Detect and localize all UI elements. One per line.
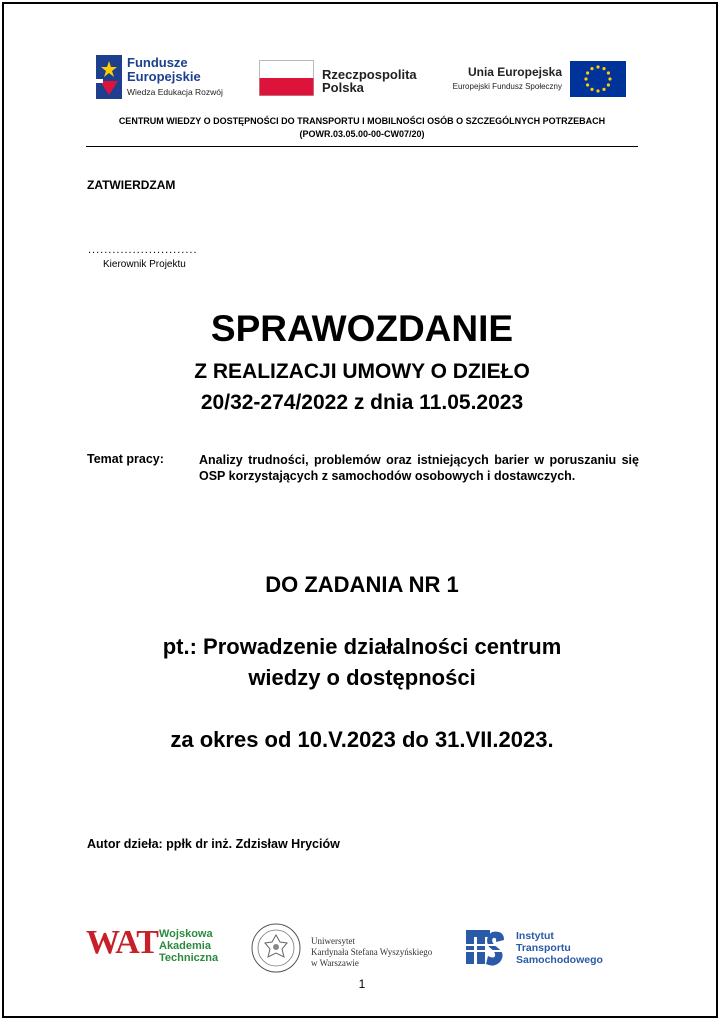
fundusze-europejskie-logo — [96, 55, 236, 101]
ue-subtitle: Europejski Fundusz Społeczny — [452, 82, 562, 91]
uksw-line2: Kardynała Stefana Wyszyńskiego — [311, 947, 433, 957]
task-number: DO ZADANIA NR 1 — [265, 572, 459, 597]
report-period: za okres od 10.V.2023 do 31.VII.2023. — [170, 727, 554, 752]
page-number: 1 — [358, 977, 366, 991]
rp-line2: Polska — [322, 80, 364, 95]
signature-dots: ........................... — [88, 244, 198, 256]
page-frame — [2, 2, 718, 1018]
topic-label: Temat pracy: — [87, 452, 164, 466]
contract-number: 20/32-274/2022 z dnia 11.05.2023 — [200, 391, 524, 414]
task-name-line2: wiedzy o dostępności — [248, 665, 476, 690]
fe-line1: Fundusze — [127, 55, 188, 70]
report-title: SPRAWOZDANIE — [210, 308, 514, 349]
uksw-logo — [250, 922, 450, 974]
wat-line3: Techniczna — [159, 952, 219, 964]
rp-line1: Rzeczpospolita — [322, 67, 417, 82]
ue-title: Unia Europejska — [467, 65, 562, 79]
wat-abbr: WAT — [86, 924, 158, 961]
its-line2: Transportu — [516, 942, 571, 954]
uksw-seal-icon — [250, 922, 302, 974]
fe-line2: Europejskie — [127, 69, 201, 84]
its-logo — [464, 926, 614, 970]
author: Autor dzieła: ppłk dr inż. Zdzisław Hryciów — [87, 837, 340, 851]
project-manager-label: Kierownik Projektu — [103, 259, 186, 270]
wat-line2: Akademia — [159, 940, 211, 952]
uksw-line3: w Warszawie — [311, 958, 359, 968]
polish-flag-icon — [259, 60, 314, 96]
its-line1: Instytut — [516, 930, 554, 942]
project-header — [80, 115, 644, 141]
eu-flag-icon — [570, 61, 626, 97]
task-name-line1: pt.: Prowadzenie działalności centrum — [162, 634, 562, 659]
topic-text: Analizy trudności, problemów oraz istniejących barier w poruszaniu się OSP korzystających z samochodów osobowych i dostawczych. — [199, 453, 639, 483]
unia-europejska-text — [426, 65, 562, 91]
header-divider — [86, 146, 638, 147]
project-header-line1: CENTRUM WIEDZY O DOSTĘPNOŚCI DO TRANSPORTU I MOBILNOŚCI OSÓB O SZCZEGÓLNYCH POTRZEBACH — [118, 116, 606, 126]
wat-logo — [86, 926, 226, 966]
fe-star-icon — [96, 55, 122, 99]
wat-line1: Wojskowa — [159, 928, 213, 940]
fe-line3: Wiedza Edukacja Rozwój — [127, 87, 223, 97]
uksw-line1: Uniwersytet — [311, 936, 355, 946]
its-line3: Samochodowego — [516, 954, 603, 966]
project-header-line2: (POWR.03.05.00-00-CW07/20) — [299, 129, 425, 139]
report-subtitle: Z REALIZACJI UMOWY O DZIEŁO — [194, 360, 530, 383]
approval-label: ZATWIERDZAM — [87, 178, 176, 192]
rzeczpospolita-polska-logo — [259, 60, 429, 98]
its-emblem-icon — [464, 926, 508, 968]
